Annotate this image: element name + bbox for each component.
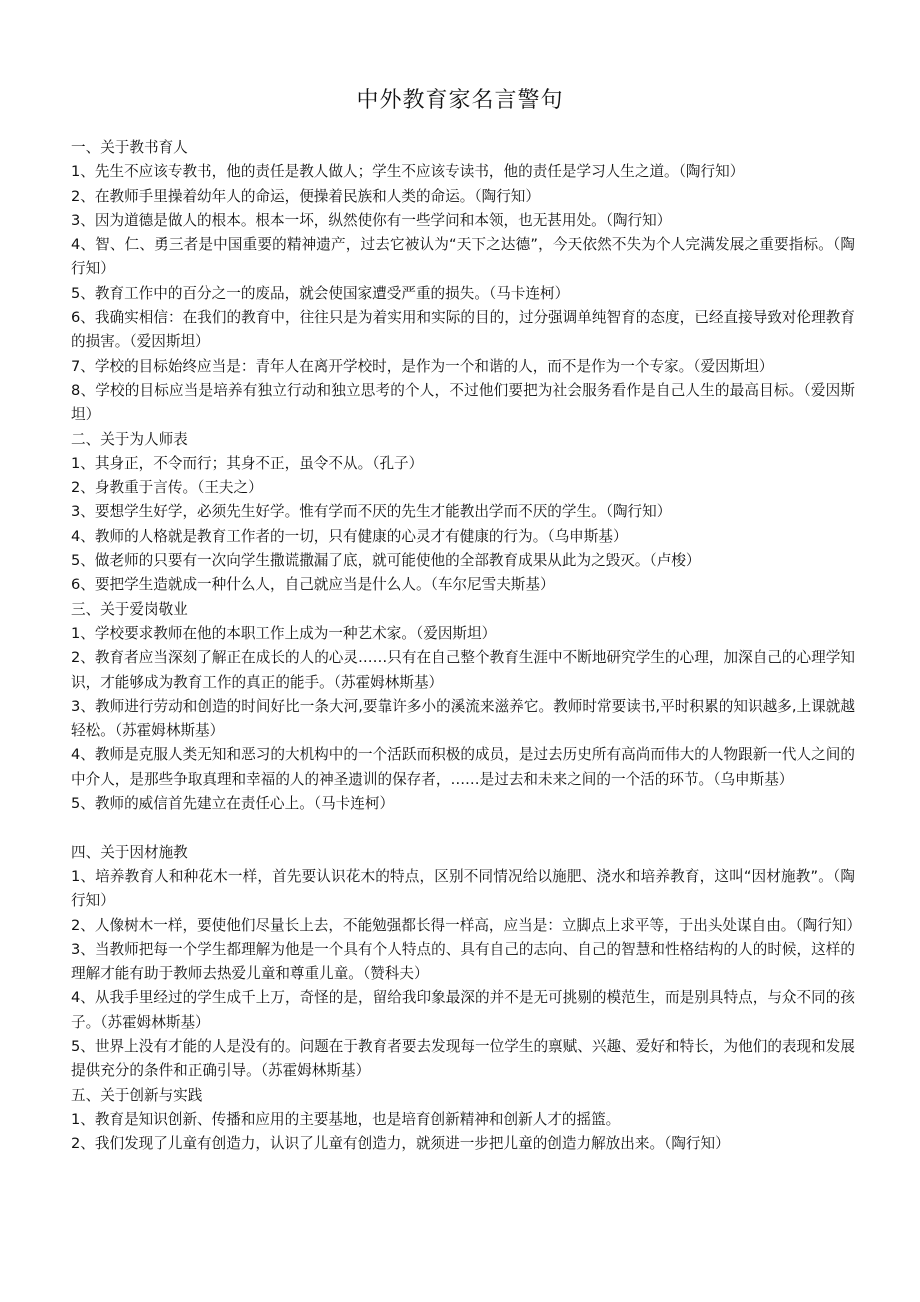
quote-item: 5、教育工作中的百分之一的废品，就会使国家遭受严重的损失。（马卡连柯） [71, 284, 570, 302]
quote-item: 2、身教重于言传。（王夫之） [71, 479, 263, 497]
blank-line [71, 816, 855, 840]
section-heading: 四、关于因材施教 [71, 843, 188, 861]
quote-item: 3、因为道德是做人的根本。根本一坏，纵然使你有一些学问和本领，也无甚用处。（陶行知） [71, 211, 672, 229]
section-heading: 三、关于爱岗敬业 [71, 600, 188, 618]
quote-item: 2、我们发现了儿童有创造力，认识了儿童有创造力，就须进一步把儿童的创造力解放出来。（陶行知） [71, 1135, 730, 1153]
quote-item: 4、教师是克服人类无知和恶习的大机构中的一个活跃而积极的成员，是过去历史所有高尚而伟大的人物跟新一代人之间的中介人，是那些争取真理和幸福的人的神圣遗训的保存者，……是过去和未来之间的一个活的环节。（乌申斯基） [71, 746, 855, 788]
quote-item: 4、教师的人格就是教育工作者的一切，只有健康的心灵才有健康的行为。（乌申斯基） [71, 527, 628, 545]
quote-item: 1、学校要求教师在他的本职工作上成为一种艺术家。（爱因斯坦） [71, 624, 497, 642]
quote-item: 4、从我手里经过的学生成千上万，奇怪的是，留给我印象最深的并不是无可挑剔的模范生，而是别具特点，与众不同的孩子。（苏霍姆林斯基） [71, 989, 855, 1031]
quote-item: 3、要想学生好学，必须先生好学。惟有学而不厌的先生才能教出学而不厌的学生。（陶行知） [71, 503, 672, 521]
section-heading: 五、关于创新与实践 [71, 1086, 203, 1104]
quote-item: 3、教师进行劳动和创造的时间好比一条大河,要靠许多小的溪流来滋养它。教师时常要读书,平时积累的知识越多,上课就越轻松。（苏霍姆林斯基） [71, 697, 855, 740]
quote-item: 6、要把学生造就成一种什么人，自己就应当是什么人。（车尔尼雪夫斯基） [71, 576, 555, 594]
quote-item: 2、人像树木一样，要使他们尽量长上去，不能勉强都长得一样高，应当是：立脚点上求平等，于出头处谋自由。（陶行知） [71, 916, 862, 934]
quote-item: 1、培养教育人和种花木一样，首先要认识花木的特点，区别不同情况给以施肥、浇水和培养教育，这叫“因材施教”。（陶行知） [71, 867, 855, 910]
quote-item: 5、世界上没有才能的人是没有的。问题在于教育者要去发现每一位学生的禀赋、兴趣、爱好和特长，为他们的表现和发展提供充分的条件和正确引导。（苏霍姆林斯基） [71, 1037, 855, 1080]
quote-item: 5、做老师的只要有一次向学生撒谎撒漏了底，就可能使他的全部教育成果从此为之毁灭。（卢梭） [71, 552, 701, 570]
quote-item: 1、先生不应该专教书，他的责任是教人做人；学生不应该专读书，他的责任是学习人生之道。（陶行知） [71, 163, 745, 181]
quote-item: 2、在教师手里操着幼年人的命运，便操着民族和人类的命运。（陶行知） [71, 187, 540, 205]
quote-item: 4、智、仁、勇三者是中国重要的精神遗产，过去它被认为“天下之达德”，今天依然不失为个人完满发展之重要指标。（陶行知） [71, 236, 855, 278]
quote-item: 7、学校的目标始终应当是：青年人在离开学校时，是作为一个和谐的人，而不是作为一个专家。（爱因斯坦） [71, 357, 774, 375]
section-heading: 二、关于为人师表 [71, 430, 188, 448]
quote-item: 1、教育是知识创新、传播和应用的主要基地，也是培育创新精神和创新人才的摇篮。 [71, 1110, 621, 1128]
section-heading: 一、关于教书育人 [71, 139, 188, 156]
quote-item: 2、教育者应当深刻了解正在成长的人的心灵……只有在自己整个教育生涯中不断地研究学生的心理，加深自己的心理学知识，才能够成为教育工作的真正的能手。（苏霍姆林斯基） [71, 649, 855, 691]
document-body [71, 136, 862, 1156]
quote-item: 1、其身正，不令而行；其身不正，虽令不从。（孔子） [71, 454, 424, 472]
page-title: 中外教育家名言警句 [356, 88, 564, 113]
quote-item: 6、我确实相信：在我们的教育中，往往只是为着实用和实际的目的，过分强调单纯智育的态度，已经直接导致对伦理教育的损害。（爱因斯坦） [71, 309, 855, 351]
quote-item: 5、教师的威信首先建立在责任心上。（马卡连柯） [71, 795, 395, 813]
quote-item: 8、学校的目标应当是培养有独立行动和独立思考的个人，不过他们要把为社会服务看作是自己人生的最高目标。（爱因斯坦） [71, 381, 855, 424]
quote-item: 3、当教师把每一个学生都理解为他是一个具有个人特点的、具有自己的志向、自己的智慧和性格结构的人的时候，这样的理解才能有助于教师去热爱儿童和尊重儿童。（赞科夫） [71, 940, 855, 983]
